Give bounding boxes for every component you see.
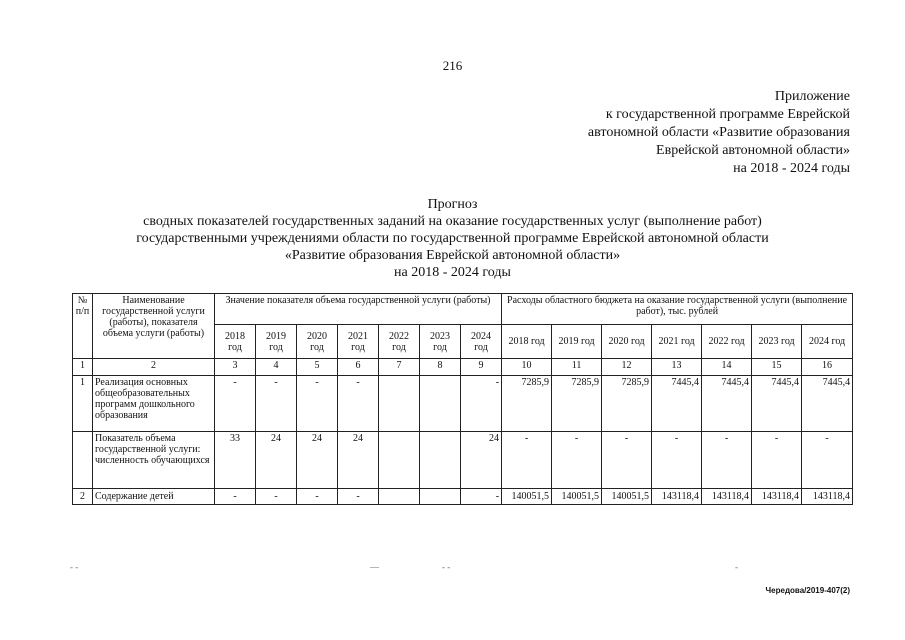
indicator-cell — [379, 376, 420, 432]
page-number: 216 — [442, 58, 463, 73]
indicator-cell: 24 — [461, 432, 502, 489]
indicator-cell: - — [338, 489, 379, 505]
expense-year: 2024 год — [802, 325, 853, 359]
expense-cell: 7285,9 — [552, 376, 602, 432]
column-number: 16 — [802, 359, 853, 376]
column-number: 5 — [297, 359, 338, 376]
indicator-cell: - — [256, 376, 297, 432]
expense-year: 2019 год — [552, 325, 602, 359]
expense-cell: 7285,9 — [502, 376, 552, 432]
appendix-line: к государственной программе Еврейской — [605, 107, 850, 122]
indicator-year: 2018 год — [215, 325, 256, 359]
expense-cell: - — [752, 432, 802, 489]
row-name: Показатель объема государственной услуги: численность обучающихся — [93, 432, 215, 489]
expense-cell: - — [502, 432, 552, 489]
indicator-cell — [379, 432, 420, 489]
row-num: 1 — [73, 376, 93, 432]
indicator-cell: - — [338, 376, 379, 432]
column-number: 10 — [502, 359, 552, 376]
scan-mark: — — [370, 562, 379, 572]
title-line: на 2018 - 2024 годы — [394, 265, 511, 280]
expense-year: 2018 год — [502, 325, 552, 359]
row-num — [73, 432, 93, 489]
scan-mark: ‐ — [735, 562, 738, 572]
title-heading: Прогноз — [427, 197, 478, 212]
expense-cell: 7445,4 — [652, 376, 702, 432]
table-row — [73, 489, 853, 505]
indicator-year: 2019 год — [256, 325, 297, 359]
indicator-year: 2020 год — [297, 325, 338, 359]
row-num: 2 — [73, 489, 93, 505]
expense-year: 2022 год — [702, 325, 752, 359]
column-number: 13 — [652, 359, 702, 376]
column-number: 4 — [256, 359, 297, 376]
indicator-cell: - — [461, 489, 502, 505]
expense-cell: 140051,5 — [602, 489, 652, 505]
expense-cell: 7445,4 — [702, 376, 752, 432]
header-indicator-group: Значение показателя объема государственной услуги (работы) — [215, 294, 502, 325]
document-title — [0, 196, 905, 281]
expense-cell: - — [702, 432, 752, 489]
expense-cell: 7445,4 — [802, 376, 853, 432]
appendix-line: Приложение — [774, 89, 850, 104]
expense-cell: 143118,4 — [652, 489, 702, 505]
column-number: 9 — [461, 359, 502, 376]
expense-year: 2020 год — [602, 325, 652, 359]
indicator-year: 2022 год — [379, 325, 420, 359]
title-line: государственными учреждениями области по государственной программе Еврейской автономной области — [136, 231, 769, 246]
appendix-line: на 2018 - 2024 годы — [733, 161, 850, 176]
expense-cell: 140051,5 — [552, 489, 602, 505]
scan-mark: ‐ ‐ — [442, 562, 451, 572]
column-number: 15 — [752, 359, 802, 376]
expense-cell: - — [652, 432, 702, 489]
column-number: 14 — [702, 359, 752, 376]
indicator-cell: - — [297, 376, 338, 432]
expense-cell: 143118,4 — [802, 489, 853, 505]
indicator-cell — [420, 376, 461, 432]
row-name: Реализация основных общеобразовательных программ дошкольного образования — [93, 376, 215, 432]
indicator-cell: - — [461, 376, 502, 432]
indicator-cell — [379, 489, 420, 505]
column-number: 12 — [602, 359, 652, 376]
row-name: Содержание детей — [93, 489, 215, 505]
indicator-cell: - — [215, 376, 256, 432]
indicator-cell — [420, 432, 461, 489]
appendix-block — [588, 88, 850, 178]
indicator-year: 2021 год — [338, 325, 379, 359]
indicator-cell: - — [215, 489, 256, 505]
indicator-cell: 24 — [338, 432, 379, 489]
indicator-cell: 33 — [215, 432, 256, 489]
header-num: № п/п — [73, 294, 93, 359]
column-number: 1 — [73, 359, 93, 376]
expense-cell: - — [552, 432, 602, 489]
scan-mark: ‐ ‐ — [70, 562, 79, 572]
appendix-line: Еврейской автономной области» — [656, 143, 850, 158]
expense-cell: - — [802, 432, 853, 489]
indicator-year: 2023 год — [420, 325, 461, 359]
document-code: Чередова/2019-407(2) — [765, 586, 850, 595]
indicator-cell — [420, 489, 461, 505]
column-number: 2 — [93, 359, 215, 376]
header-expense-group: Расходы областного бюджета на оказание государственной услуги (выполнение работ), тыс. рублей — [502, 294, 853, 325]
expense-cell: 7445,4 — [752, 376, 802, 432]
column-number-row — [73, 359, 853, 376]
table-row — [73, 376, 853, 432]
indicator-cell: - — [297, 489, 338, 505]
forecast-table — [72, 293, 853, 505]
column-number: 7 — [379, 359, 420, 376]
expense-cell: 140051,5 — [502, 489, 552, 505]
expense-cell: 143118,4 — [702, 489, 752, 505]
header-name: Наименование государственной услуги (работы), показателя объема услуги (работы) — [93, 294, 215, 359]
title-line: сводных показателей государственных заданий на оказание государственных услуг (выполнение работ) — [143, 214, 762, 229]
indicator-cell: 24 — [297, 432, 338, 489]
table-row — [73, 432, 853, 489]
expense-cell: - — [602, 432, 652, 489]
expense-cell: 143118,4 — [752, 489, 802, 505]
column-number: 11 — [552, 359, 602, 376]
expense-year: 2021 год — [652, 325, 702, 359]
expense-year: 2023 год — [752, 325, 802, 359]
indicator-year: 2024 год — [461, 325, 502, 359]
title-line: «Развитие образования Еврейской автономной области» — [284, 248, 621, 263]
appendix-line: автономной области «Развитие образования — [587, 125, 850, 140]
column-number: 3 — [215, 359, 256, 376]
indicator-cell: - — [256, 489, 297, 505]
indicator-cell: 24 — [256, 432, 297, 489]
column-number: 6 — [338, 359, 379, 376]
expense-cell: 7285,9 — [602, 376, 652, 432]
column-number: 8 — [420, 359, 461, 376]
